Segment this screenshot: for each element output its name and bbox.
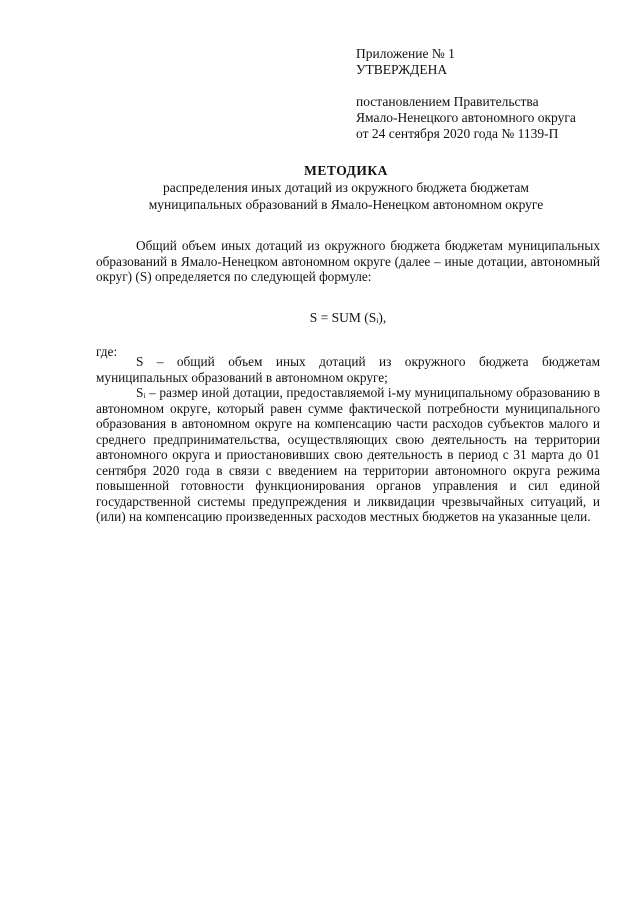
document-subtitle-line-2: муниципальных образований в Ямало-Ненецком автономном округе — [148, 197, 544, 212]
document-subtitle-line-1: распределения иных дотаций из окружного бюджета бюджетам — [163, 180, 529, 195]
intro-paragraph: Общий объем иных дотаций из окружного бюджета бюджетам муниципальных образований в Ямало-Ненецком автономном округе (далее – иные дотации, автономный округ) (S) определяется по следующей формуле: — [96, 238, 600, 284]
where-label: где: — [96, 344, 118, 359]
intro-paragraph-block — [96, 238, 600, 285]
formula: S = SUM (Sᵢ), — [309, 310, 387, 325]
appendix-gap — [356, 78, 616, 94]
definitions-block — [96, 354, 600, 525]
approval-authority: Ямало-Ненецкого автономного округа — [356, 110, 576, 125]
document-title: МЕТОДИКА — [304, 163, 388, 178]
approval-date: от 24 сентября 2020 года № 1139-П — [356, 126, 559, 141]
document-heading — [96, 162, 596, 213]
approval-by: постановлением Правительства — [356, 94, 539, 109]
definition-si: Sᵢ – размер иной дотации, предоставляемой i-му муниципальному образованию в автономном округе, который равен сумме фактической потребности муниципального образования в автономном округе на компенсацию части расходов субъектов малого и среднего предпринимательства, осуществляющих свою деятельность на территории автономного округа и приостановивших свою деятельность в период с 31 марта до 01 сентября 2020 года в связи с введением на территории автономного округа режима повышенной готовности функционирования органов управления и сил единой государственной системы предупреждения и ликвидации чрезвычайных ситуаций, и (или) на компенсацию произведенных расходов местных бюджетов на указанные цели. — [96, 385, 600, 524]
appendix-block — [356, 46, 616, 142]
approved-label: УТВЕРЖДЕНА — [356, 62, 448, 77]
definition-s: S – общий объем иных дотаций из окружного бюджета бюджетам муниципальных образований в автономном округе; — [96, 354, 600, 385]
appendix-number: Приложение № 1 — [356, 46, 455, 61]
